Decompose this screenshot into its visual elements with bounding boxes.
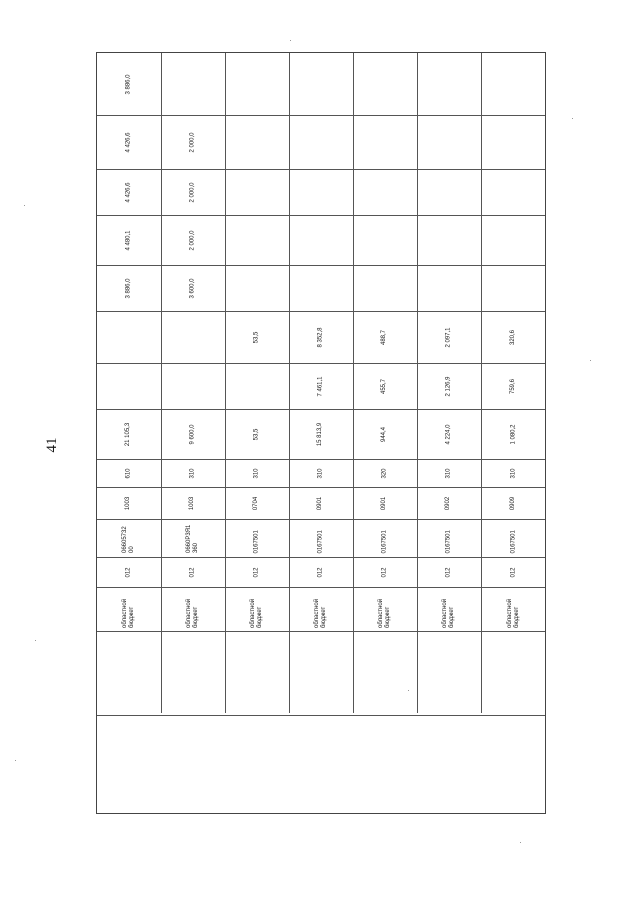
table-cell-b-2024 xyxy=(417,115,481,169)
page-number: 41 xyxy=(43,437,60,453)
cell-text: областной бюджет xyxy=(314,598,327,628)
table-cell-vr xyxy=(417,459,481,487)
table-cell-total xyxy=(289,409,353,459)
table-cell-source xyxy=(353,587,417,631)
cell-text: 3 886,0 xyxy=(125,277,132,299)
cell-text: 21 105,3 xyxy=(125,422,132,446)
table-cell-b-2021 xyxy=(417,265,481,311)
table-cell-grbs xyxy=(417,557,481,587)
cell-text: 2 000,0 xyxy=(189,131,196,153)
cell-text: 3 600,0 xyxy=(189,277,196,299)
table-cell-grbs xyxy=(161,557,225,587)
cell-text: 310 xyxy=(189,467,196,479)
table-cell-vr xyxy=(289,459,353,487)
cell-text: областной бюджет xyxy=(442,598,455,628)
table-cell-source xyxy=(161,587,225,631)
table-cell-rz xyxy=(417,487,481,519)
cell-text: 2 000,0 xyxy=(189,229,196,251)
cell-text: 488,7 xyxy=(381,329,388,345)
table-cell-csr xyxy=(97,519,161,557)
table-cell-b-hist xyxy=(417,53,481,115)
table-cell-b-2021 xyxy=(289,265,353,311)
table-cell-f5 xyxy=(161,311,225,363)
table-cell-b-2023 xyxy=(481,169,547,215)
table-cell-rz xyxy=(289,487,353,519)
cell-text: 0167501 xyxy=(381,529,388,553)
table-cell-grbs xyxy=(225,557,289,587)
table-cell-b-2023 xyxy=(353,169,417,215)
table-cell-csr xyxy=(289,519,353,557)
cell-text: 3 886,0 xyxy=(125,73,132,95)
cell-text: 7 461,1 xyxy=(317,375,324,397)
table-cell-f4 xyxy=(353,363,417,409)
cell-text: областной бюджет xyxy=(186,598,199,628)
table-cell-b-2023 xyxy=(289,169,353,215)
table-cell-b-hist xyxy=(97,53,161,115)
table-cell-b-2021 xyxy=(353,265,417,311)
table-cell-vr xyxy=(97,459,161,487)
table-cell-b-hist xyxy=(353,53,417,115)
table-cell-b-2023 xyxy=(97,169,161,215)
cell-text: 0909 xyxy=(510,496,517,510)
cell-text: 4 480,1 xyxy=(125,229,132,251)
table-cell-csr xyxy=(353,519,417,557)
table-cell-source xyxy=(289,587,353,631)
cell-text: областной бюджет xyxy=(122,598,135,628)
table-cell-b-2021 xyxy=(481,265,547,311)
cell-text: 0901 xyxy=(381,496,388,510)
table-cell-total xyxy=(225,409,289,459)
table-cell-b-2022 xyxy=(417,215,481,265)
cell-text: 53,5 xyxy=(253,331,260,343)
cell-text: 012 xyxy=(381,566,388,578)
cell-text: 2 097,1 xyxy=(445,326,452,348)
cell-text: 012 xyxy=(510,566,517,578)
table-cell-b-2023 xyxy=(225,169,289,215)
table-cell-b-2024 xyxy=(97,115,161,169)
cell-text: 0704 xyxy=(253,496,260,510)
table-cell-f5 xyxy=(289,311,353,363)
table-cell-rz xyxy=(97,487,161,519)
table-cell-vr xyxy=(225,459,289,487)
table-cell-f5 xyxy=(353,311,417,363)
table-cell-rz xyxy=(353,487,417,519)
table-cell-rz xyxy=(225,487,289,519)
table-cell-source xyxy=(417,587,481,631)
table-cell-f4 xyxy=(225,363,289,409)
cell-text: 0167501 xyxy=(253,529,260,553)
table-cell-total xyxy=(97,409,161,459)
table-cell-b-2022 xyxy=(97,215,161,265)
cell-text: 944,4 xyxy=(381,426,388,442)
cell-text: 0901 xyxy=(317,496,324,510)
table-cell-b-2021 xyxy=(225,265,289,311)
cell-text: 4 426,6 xyxy=(125,131,132,153)
table-cell-csr xyxy=(417,519,481,557)
table-cell-b-2023 xyxy=(417,169,481,215)
table-cell-f5 xyxy=(481,311,547,363)
cell-text: 012 xyxy=(253,566,260,578)
table-cell-b-2024 xyxy=(289,115,353,169)
table-cell-b-2022 xyxy=(225,215,289,265)
table-cell-b-2024 xyxy=(161,115,225,169)
table-cell-grbs xyxy=(481,557,547,587)
cell-text: 06605732 00 xyxy=(122,526,135,553)
table-cell-f5 xyxy=(225,311,289,363)
cell-text: областной бюджет xyxy=(378,598,391,628)
cell-text: 0660Р3Я1 360 xyxy=(186,524,199,553)
table-cell-total xyxy=(161,409,225,459)
cell-text: 0167501 xyxy=(445,529,452,553)
empty-merged-block xyxy=(97,631,547,715)
table-cell-vr xyxy=(481,459,547,487)
table-cell-b-2022 xyxy=(481,215,547,265)
cell-text: 0167501 xyxy=(510,529,517,553)
cell-text: 0167501 xyxy=(317,529,324,553)
cell-text: 2 000,0 xyxy=(189,181,196,203)
table-cell-b-2021 xyxy=(161,265,225,311)
table-cell-b-hist xyxy=(289,53,353,115)
table-cell-total xyxy=(417,409,481,459)
cell-text: 4 426,6 xyxy=(125,181,132,203)
table-cell-b-hist xyxy=(225,53,289,115)
cell-text: областной бюджет xyxy=(250,598,263,628)
cell-text: 759,6 xyxy=(510,378,517,394)
table-cell-b-2024 xyxy=(481,115,547,169)
cell-text: 320 xyxy=(381,467,388,479)
cell-text: 9 600,0 xyxy=(189,423,196,445)
table-cell-vr xyxy=(353,459,417,487)
cell-text: 53,5 xyxy=(253,428,260,440)
budget-table xyxy=(96,52,546,814)
table-cell-b-2024 xyxy=(353,115,417,169)
table-cell-source xyxy=(225,587,289,631)
table-cell-f4 xyxy=(289,363,353,409)
table-cell-total xyxy=(481,409,547,459)
cell-text: 0902 xyxy=(445,496,452,510)
table-cell-b-hist xyxy=(161,53,225,115)
table-cell-f5 xyxy=(417,311,481,363)
table-cell-grbs xyxy=(353,557,417,587)
cell-text: 310 xyxy=(445,467,452,479)
table-cell-grbs xyxy=(97,557,161,587)
cell-text: 012 xyxy=(125,566,132,578)
table-cell-b-2022 xyxy=(353,215,417,265)
table-cell-csr xyxy=(481,519,547,557)
table-cell-b-2023 xyxy=(161,169,225,215)
cell-text: 1 080,2 xyxy=(510,423,517,445)
cell-text: 310 xyxy=(510,467,517,479)
table-cell-f5 xyxy=(97,311,161,363)
cell-text: 320,6 xyxy=(510,329,517,345)
cell-text: 1003 xyxy=(125,496,132,510)
cell-text: 455,7 xyxy=(381,378,388,394)
table-cell-source xyxy=(97,587,161,631)
table-cell-rz xyxy=(481,487,547,519)
cell-text: 4 224,0 xyxy=(445,423,452,445)
table-cell-b-2024 xyxy=(225,115,289,169)
table-cell-f4 xyxy=(417,363,481,409)
table-cell-f4 xyxy=(97,363,161,409)
cell-text: 012 xyxy=(189,566,196,578)
table-cell-b-2022 xyxy=(161,215,225,265)
cell-text: 610 xyxy=(125,467,132,479)
cell-text: 310 xyxy=(253,467,260,479)
table-cell-rz xyxy=(161,487,225,519)
table-cell-b-2021 xyxy=(97,265,161,311)
table-cell-total xyxy=(353,409,417,459)
table-cell-grbs xyxy=(289,557,353,587)
cell-text: областной бюджет xyxy=(507,598,520,628)
table-cell-csr xyxy=(225,519,289,557)
cell-text: 15 813,9 xyxy=(317,422,324,446)
table-cell-csr xyxy=(161,519,225,557)
cell-text: 2 126,9 xyxy=(445,375,452,397)
empty-merged-block xyxy=(97,715,547,815)
table-cell-b-2022 xyxy=(289,215,353,265)
cell-text: 012 xyxy=(317,566,324,578)
cell-text: 1003 xyxy=(189,496,196,510)
cell-text: 310 xyxy=(317,467,324,479)
table-cell-f4 xyxy=(481,363,547,409)
table-cell-source xyxy=(481,587,547,631)
cell-text: 012 xyxy=(445,566,452,578)
table-cell-vr xyxy=(161,459,225,487)
table-cell-f4 xyxy=(161,363,225,409)
table-cell-b-hist xyxy=(481,53,547,115)
cell-text: 8 352,8 xyxy=(317,326,324,348)
